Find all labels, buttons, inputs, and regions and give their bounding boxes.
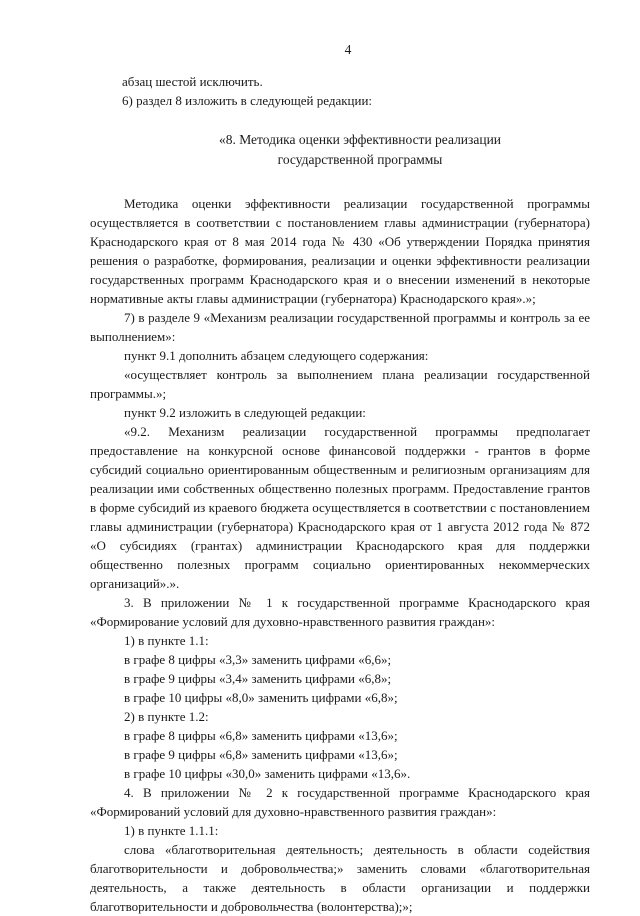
- section-8-heading: [90, 130, 590, 170]
- paragraph-section-9: 7) в разделе 9 «Механизм реализации государственной программы и контроль за ее выполнением»:: [90, 310, 590, 344]
- paragraph-point-1-1: 1) в пункте 1.1:: [124, 633, 209, 648]
- paragraph-point-9-2: пункт 9.2 изложить в следующей редакции:: [124, 405, 366, 420]
- paragraph-methodology: Методика оценки эффективности реализации государственной программы осуществляется в соответствии с постановлением главы администрации (губернатора) Краснодарского края от 8 мая 2014 года № 430 «Об утверждении Порядка принятия решения о разработке, формирования, реализации и оценки эффективности реализации государственных программ Краснодарского края и о внесении изменений в некоторые нормативные акты главы администрации (губернатора) Краснодарского края».»;: [90, 196, 590, 306]
- paragraph-appendix-2: 4. В приложении № 2 к государственной программе Краснодарского края «Формирований условий для духовно-нравственного развития граждан»:: [90, 785, 590, 819]
- page-number: 4: [344, 42, 352, 57]
- paragraph-control: «осуществляет контроль за выполнением плана реализации государственной программы.»;: [90, 367, 590, 401]
- paragraph-point-1-2: 2) в пункте 1.2:: [124, 709, 209, 724]
- paragraph-appendix-1: 3. В приложении № 1 к государственной программе Краснодарского края «Формирование условий для духовно-нравственного развития граждан»:: [90, 595, 590, 629]
- list-item: в графе 8 цифры «3,3» заменить цифрами «6,6»;: [124, 652, 392, 667]
- list-item: в графе 10 цифры «8,0» заменить цифрами «6,8»;: [124, 690, 398, 705]
- paragraph-mechanism: «9.2. Механизм реализации государственной программы предполагает предоставление на конкурсной основе финансовой поддержки - грантов в форме субсидий социально ориентированным общественным и религиозным организациям для реализации ими собственных общественно полезных программ. Предоставление грантов в форме субсидий из краевого бюджета осуществляется в соответствии с постановлением главы администрации (губернатора) Краснодарского края от 1 августа 2012 года № 872 «О субсидиях (грантах) администрации Краснодарского края для поддержки общественно полезных программ социально ориентированных некоммерческих организаций».».: [90, 424, 590, 591]
- heading-line-1: «8. Методика оценки эффективности реализации: [218, 132, 502, 147]
- paragraph-section-8-intro: 6) раздел 8 изложить в следующей редакции:: [122, 93, 373, 108]
- list-item: в графе 9 цифры «3,4» заменить цифрами «6,8»;: [124, 671, 392, 686]
- heading-line-2: государственной программы: [277, 152, 443, 167]
- list-item: в графе 9 цифры «6,8» заменить цифрами «13,6»;: [124, 747, 398, 762]
- list-item: в графе 10 цифры «30,0» заменить цифрами «13,6».: [124, 766, 411, 781]
- paragraph-delete-sixth: абзац шестой исключить.: [122, 74, 263, 89]
- list-item: в графе 8 цифры «6,8» заменить цифрами «13,6»;: [124, 728, 398, 743]
- paragraph-words-replace: слова «благотворительная деятельность; деятельность в области содействия благотворительности и добровольчества;» заменить словами «благотворительная деятельность, а также деятельность в области организации и поддержки благотворительности и добровольчества (волонтерства);»;: [90, 842, 590, 914]
- paragraph-point-9-1: пункт 9.1 дополнить абзацем следующего содержания:: [124, 348, 429, 363]
- document-body: [90, 72, 590, 916]
- paragraph-point-1-1-1: 1) в пункте 1.1.1:: [124, 823, 219, 838]
